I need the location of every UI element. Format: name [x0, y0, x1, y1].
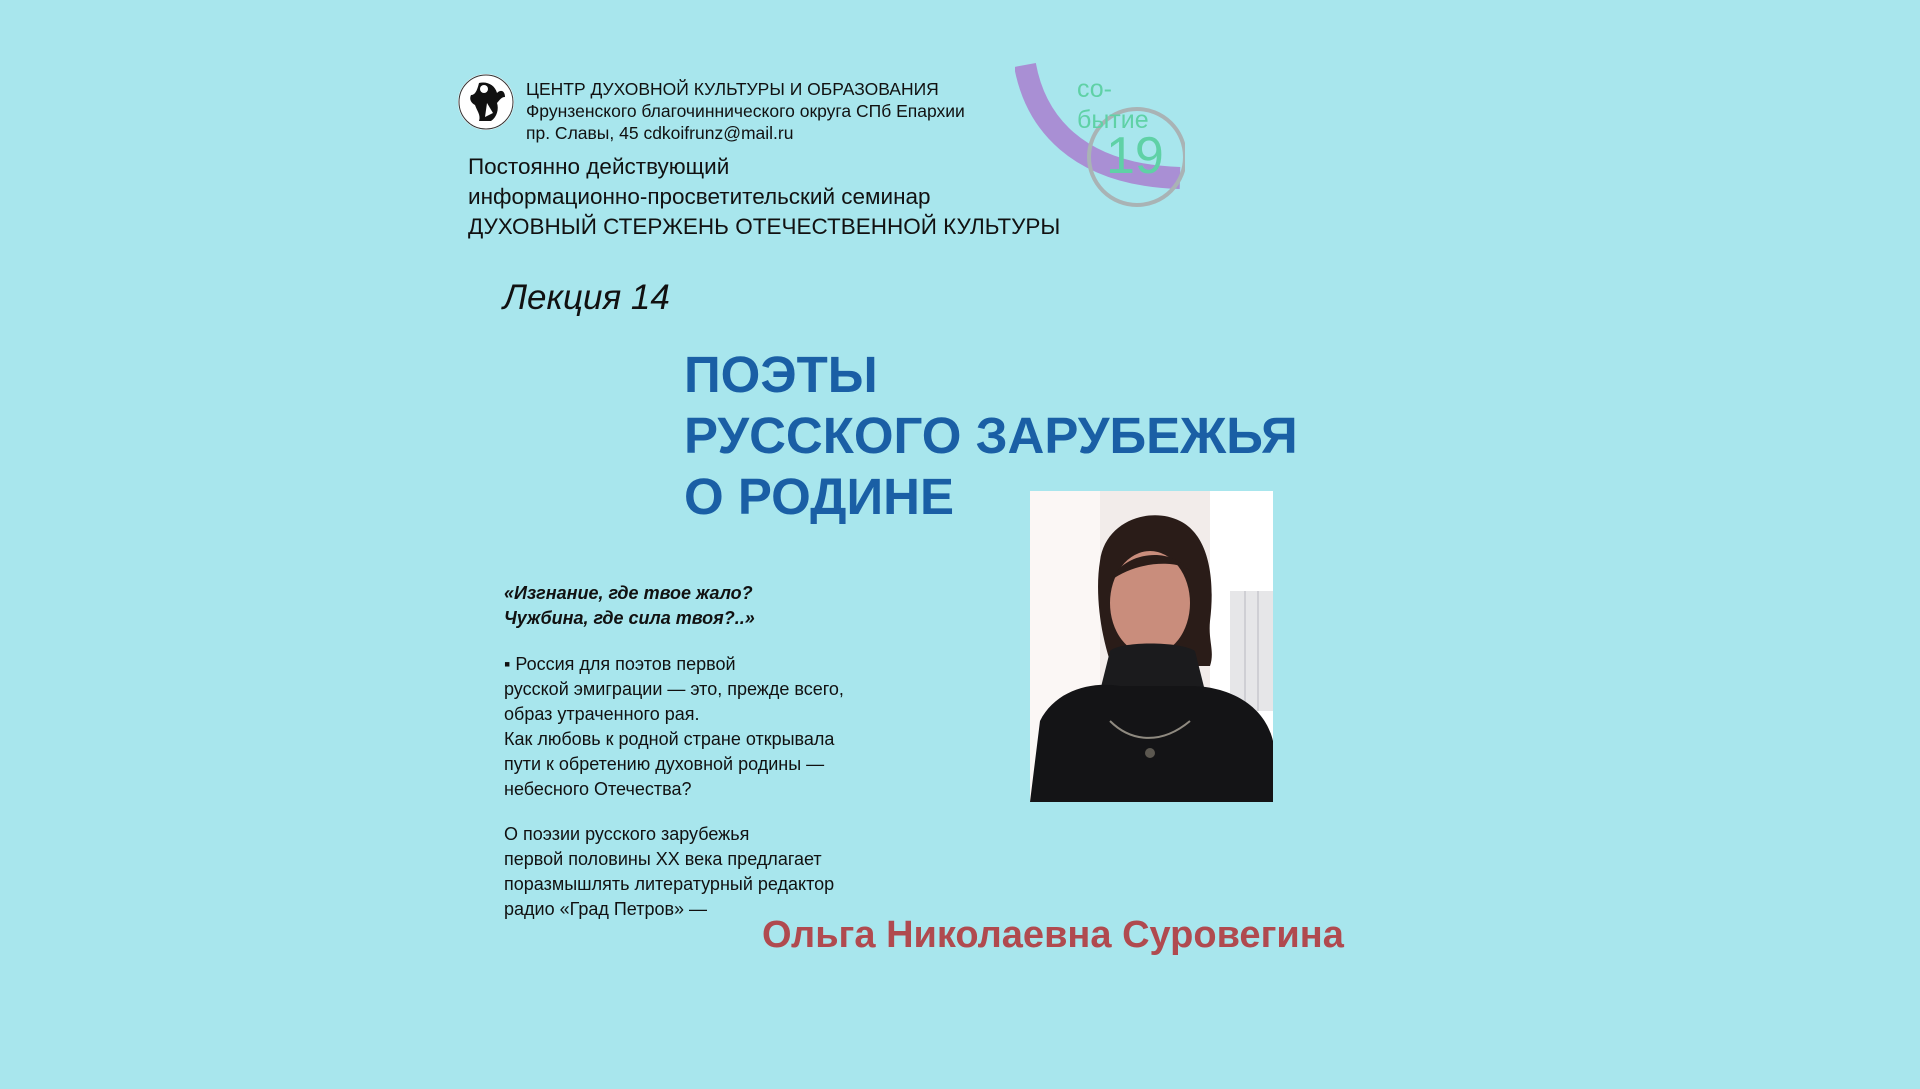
description-paragraph-2 [504, 822, 834, 922]
paragraph-line: небесного Отечества? [504, 779, 692, 799]
title-line-3: О РОДИНЕ [684, 468, 955, 525]
seminar-line-1: Постоянно действующий [468, 154, 730, 179]
org-address-email: пр. Славы, 45 cdkoifrunz@mail.ru [526, 123, 794, 143]
paragraph-line: ▪ Россия для поэтов первой [504, 654, 736, 674]
epigraph-quote [504, 581, 755, 631]
organization-info [526, 78, 965, 144]
speaker-photo [1030, 491, 1273, 802]
paragraph-line: первой половины XX века предлагает [504, 849, 822, 869]
description-paragraph-1 [504, 652, 844, 802]
title-line-1: ПОЭТЫ [684, 346, 878, 403]
paragraph-line: О поэзии русского зарубежья [504, 824, 750, 844]
paragraph-line: образ утраченного рая. [504, 704, 700, 724]
paragraph-line: поразмышлять литературный редактор [504, 874, 835, 894]
event-logo-word: со- бытие [1077, 75, 1149, 134]
quote-line-2: Чужбина, где сила твоя?..» [504, 608, 755, 628]
paragraph-line: Как любовь к родной стране открывала [504, 729, 835, 749]
seminar-line-2: информационно-просветительский семинар [468, 184, 931, 209]
speaker-name: Ольга Николаевна Суровегина [762, 914, 1344, 956]
paragraph-line: пути к обретению духовной родины — [504, 754, 825, 774]
paragraph-line: радио «Град Петров» — [504, 899, 708, 919]
seminar-info [468, 152, 1060, 242]
event-logo-number: 19 [1106, 127, 1164, 185]
paragraph-line: русской эмиграции — это, прежде всего, [504, 679, 844, 699]
org-name: ЦЕНТР ДУХОВНОЙ КУЛЬТУРЫ И ОБРАЗОВАНИЯ [526, 79, 939, 99]
quote-line-1: «Изгнание, где твое жало? [504, 583, 753, 603]
lecture-number: Лекция 14 [503, 278, 670, 317]
title-line-2: РУССКОГО ЗАРУБЕЖЬЯ [684, 407, 1298, 464]
seminar-name: ДУХОВНЫЙ СТЕРЖЕНЬ ОТЕЧЕСТВЕННОЙ КУЛЬТУРЫ [468, 214, 1061, 239]
angel-emblem-logo [457, 73, 515, 131]
org-district: Фрунзенского благочиннического округа СПб Епархии [526, 101, 965, 121]
